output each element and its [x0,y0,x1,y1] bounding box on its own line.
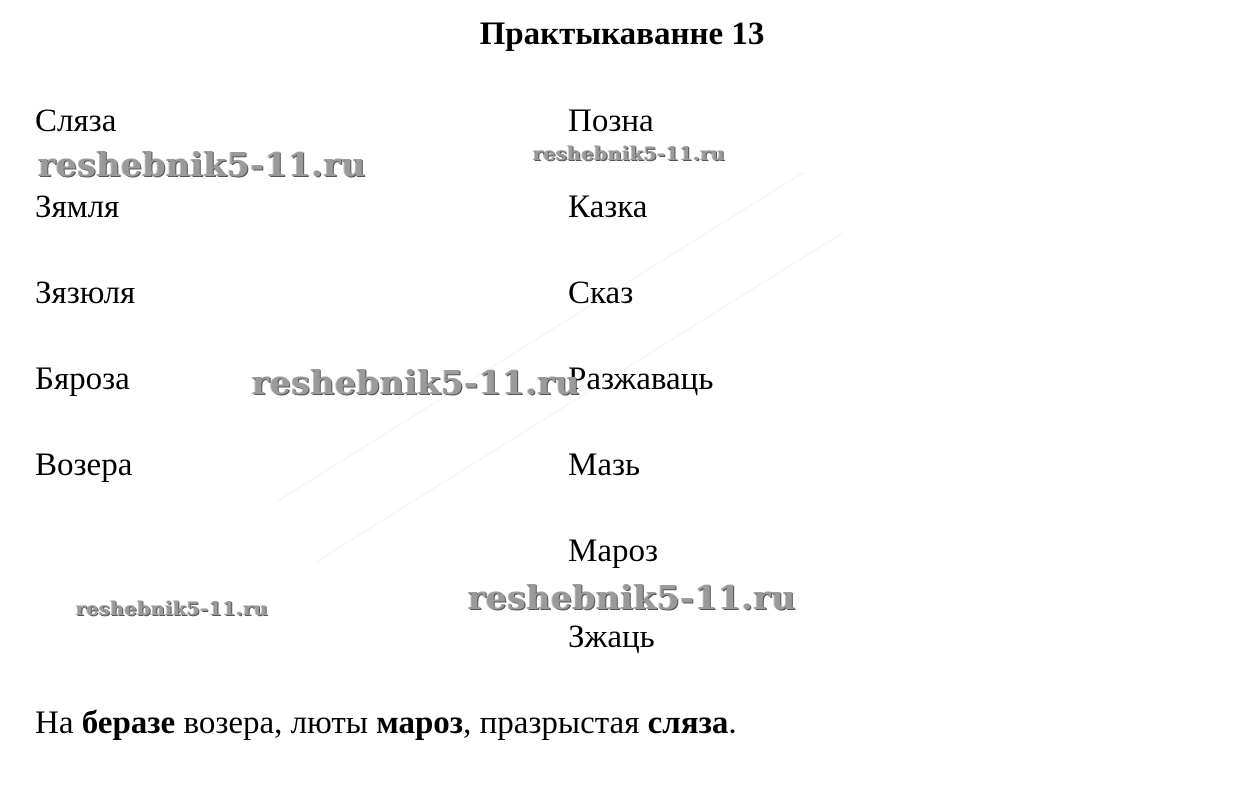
word-right-2: Казка [568,189,648,225]
word-right-1: Позна [568,103,654,139]
page-title: Практыкаванне 13 [479,16,765,52]
word-right-6: Мароз [568,533,659,569]
example-sentence [35,703,737,743]
watermark: reshebnik5-11.ru [533,143,726,165]
word-right-5: Мазь [568,447,641,483]
word-left-1: Сляза [35,103,117,139]
sentence-bold-word: сляза [647,705,729,741]
word-left-2: Зямля [35,189,120,225]
watermark: reshebnik5-11.ru [38,145,366,184]
word-left-5: Возера [35,447,133,483]
sentence-part: возера, люты [175,705,377,741]
word-right-7: Зжаць [568,619,655,655]
sentence-bold-word: беразе [81,705,176,741]
sentence-part: На [35,705,82,741]
sentence-bold-word: мароз [376,705,464,741]
word-left-3: Зязюля [35,275,136,311]
watermark: reshebnik5-11.ru [76,598,269,620]
watermark: reshebnik5-11.ru [468,578,796,617]
sentence-part: . [728,705,737,741]
sentence-part: , празрыстая [463,705,648,741]
word-right-4: Разжаваць [568,361,714,397]
word-left-4: Бяроза [35,361,130,397]
watermark: reshebnik5-11.ru [252,363,580,402]
word-right-3: Сказ [568,275,634,311]
